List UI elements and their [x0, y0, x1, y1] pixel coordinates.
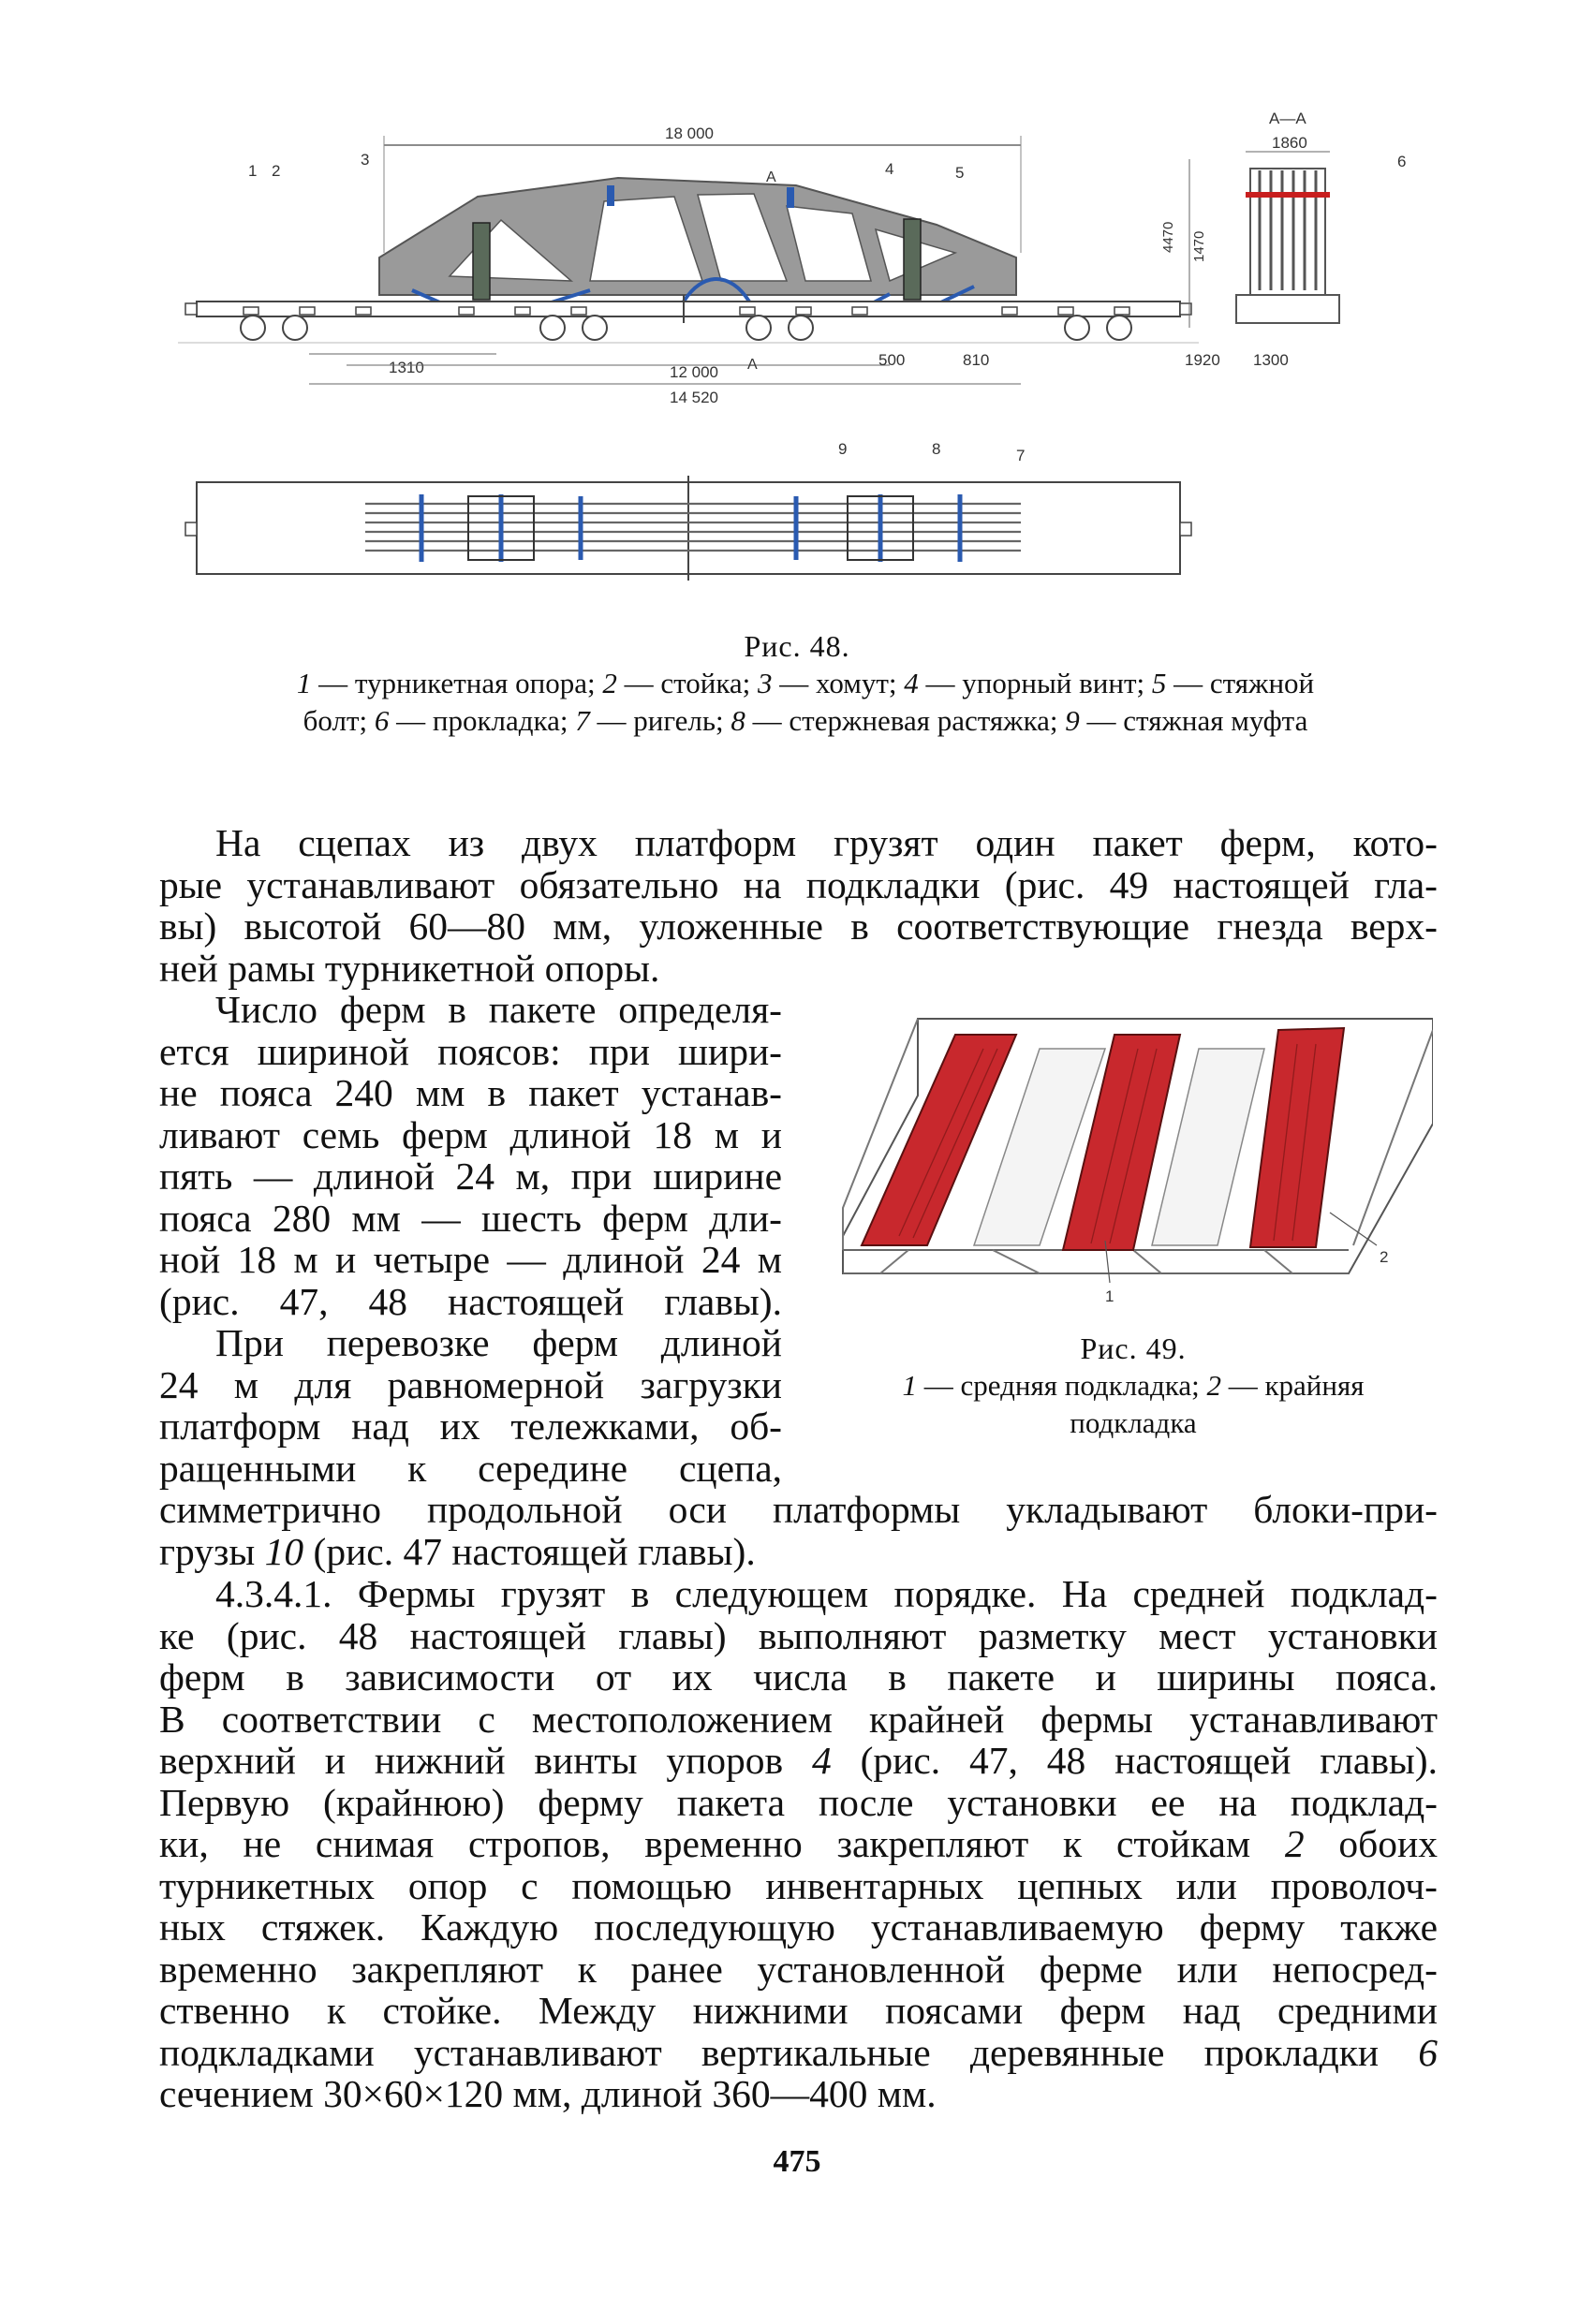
- figure-49-caption-title: Рис. 49.: [1080, 1331, 1187, 1365]
- caption-num: 1: [902, 1369, 917, 1402]
- caption-text: — крайняя: [1220, 1369, 1365, 1402]
- dim-500: 500: [878, 351, 906, 369]
- label-7: 7: [1016, 447, 1026, 464]
- label-8: 8: [932, 440, 941, 458]
- text-line: ется шириной поясов: при шири-: [159, 1029, 782, 1073]
- text-line: симметрично продольной оси платформы укладывают блоки-при-: [159, 1488, 1438, 1531]
- dim-12000: 12 000: [670, 363, 718, 381]
- section-aa-label: А—А: [1269, 110, 1306, 127]
- dim-14520: 14 520: [670, 389, 718, 406]
- caption-text: — прокладка;: [389, 704, 576, 737]
- paragraph-4: [159, 1573, 1438, 2115]
- text-ref: 2: [1284, 1822, 1305, 1865]
- label-5: 5: [955, 164, 965, 182]
- caption-text: — упорный винт;: [918, 667, 1152, 699]
- caption-num: 2: [1206, 1369, 1221, 1402]
- text-line: При перевозке ферм длиной: [215, 1321, 782, 1364]
- text-span: ке (рис. 48 настоящей главы) выполняют разметку мест установки: [159, 1613, 1438, 1657]
- paragraph-2: [159, 989, 782, 1489]
- text-span: верхний и нижний винты упоров: [159, 1739, 812, 1782]
- text-span: временно закрепляют к ранее установленной ферме или непосред-: [159, 1947, 1438, 1991]
- text-line: [159, 1949, 1438, 1991]
- dim-1920: 1920: [1185, 351, 1220, 369]
- caption-num: 4: [904, 667, 919, 699]
- text-line: ращенными к середине сцепа,: [159, 1446, 782, 1490]
- text-span: В соответствии с местоположением крайней фермы устанавливают: [159, 1697, 1438, 1741]
- text-span: сечением 30×60×120 мм, длиной 360—400 мм.: [159, 2072, 937, 2115]
- figure-48-caption-line-1: [187, 665, 1424, 701]
- text-line: пять — длиной 24 м, при ширине: [159, 1155, 782, 1198]
- text-line: [159, 2073, 1438, 2115]
- caption-text: — хомут;: [772, 667, 905, 699]
- text-ref: 10: [264, 1529, 304, 1573]
- caption-num: 6: [374, 704, 390, 737]
- text-span: Первую (крайнюю) ферму пакета после установки ее на подклад-: [159, 1780, 1438, 1824]
- text-line: [159, 1782, 1438, 1824]
- text-line: [159, 1615, 1438, 1657]
- caption-text: — турникетная опора;: [311, 667, 603, 699]
- caption-text: — стяжная муфта: [1079, 704, 1308, 737]
- caption-text: болт;: [303, 704, 375, 737]
- label-1: 1: [248, 162, 258, 180]
- text-line: ной 18 м и четыре — длиной 24 м: [159, 1238, 782, 1281]
- caption-num: 7: [575, 704, 590, 737]
- caption-num: 8: [731, 704, 745, 737]
- figure-49-caption-line-1: [824, 1367, 1442, 1404]
- caption-text: — стойка;: [616, 667, 759, 699]
- text-line: пояса 280 мм — шесть ферм дли-: [159, 1196, 782, 1240]
- label-6: 6: [1397, 153, 1407, 170]
- figure-48-caption-title: Рис. 48.: [744, 629, 850, 663]
- text-span: (рис. 47, 48 настоящей главы).: [831, 1739, 1438, 1782]
- text-span: ственно к стойке. Между нижними поясами ферм над средними: [159, 1989, 1438, 2032]
- text-line: [159, 1823, 1438, 1865]
- text-line: [159, 1699, 1438, 1741]
- fig49-label-1: 1: [1105, 1287, 1114, 1305]
- text-line: [159, 1990, 1438, 2032]
- text-line: вы) высотой 60—80 мм, уложенные в соответствующие гнезда верх-: [159, 905, 1438, 948]
- mark-a-bottom: А: [747, 357, 758, 373]
- text-line: 24 м для равномерной загрузки: [159, 1362, 782, 1406]
- text-line: платформ над их тележками, об-: [159, 1405, 782, 1448]
- text-line: Число ферм в пакете определя-: [215, 988, 782, 1031]
- text-line: На сцепах из двух платформ грузят один пакет ферм, кото-: [215, 821, 1438, 864]
- text-span: 4.3.4.1. Фермы грузят в следующем порядке. На средней подклад-: [215, 1572, 1438, 1615]
- text-ref: 6: [1418, 2030, 1438, 2074]
- text-line: не пояса 240 мм в пакет устанав-: [159, 1071, 782, 1114]
- caption-text: — ригель;: [589, 704, 731, 737]
- text-span: ных стяжек. Каждую последующую устанавливаемую ферму также: [159, 1905, 1438, 1949]
- text-line: [159, 1906, 1438, 1949]
- dim-1310: 1310: [389, 359, 424, 376]
- paragraph-1: [159, 822, 1438, 989]
- caption-text: — стяжной: [1166, 667, 1315, 699]
- caption-text: — стержневая растяжка;: [745, 704, 1066, 737]
- fig49-label-2: 2: [1380, 1248, 1389, 1266]
- caption-text: — средняя подкладка;: [916, 1369, 1207, 1402]
- text-span: грузы: [159, 1529, 265, 1573]
- text-line: (рис. 47, 48 настоящей главы).: [159, 1279, 782, 1323]
- dim-1470: 1470: [1191, 230, 1207, 262]
- dim-810: 810: [963, 351, 990, 369]
- caption-num: 2: [602, 667, 617, 699]
- label-3: 3: [361, 151, 370, 169]
- label-2: 2: [272, 162, 281, 180]
- page-number: 475: [773, 2144, 821, 2179]
- text-line: [159, 2032, 1438, 2074]
- text-line: [159, 1865, 1438, 1907]
- text-span: обоих: [1304, 1822, 1438, 1865]
- mark-a-top: А: [766, 169, 776, 185]
- label-9: 9: [838, 440, 848, 458]
- dim-1860: 1860: [1272, 134, 1307, 152]
- text-line: [159, 1573, 1438, 1615]
- text-span: ферм в зависимости от их числа в пакете и ширины пояса.: [159, 1655, 1438, 1699]
- text-line: ней рамы турникетной опоры.: [159, 946, 660, 990]
- figure-49-caption-line-2: подкладка: [1070, 1406, 1197, 1439]
- text-line: [159, 1531, 1438, 1573]
- caption-num: 5: [1151, 667, 1167, 699]
- text-line: [159, 1740, 1438, 1782]
- text-span: ки, не снимая стропов, временно закрепляют к стойкам: [159, 1822, 1285, 1865]
- paragraph-3-continued: [159, 1489, 1438, 1572]
- text-span: (рис. 47 настоящей главы).: [303, 1529, 756, 1573]
- text-line: рые устанавливают обязательно на подкладки (рис. 49 настоящей гла-: [159, 862, 1438, 906]
- figure-48-drawing: [178, 103, 1424, 609]
- dim-4470: 4470: [1160, 221, 1176, 253]
- text-span: подкладками устанавливают вертикальные деревянные прокладки: [159, 2030, 1419, 2074]
- text-line: ливают семь ферм длиной 18 м и: [159, 1112, 782, 1156]
- caption-num: 1: [296, 667, 312, 699]
- figure-48-caption-line-2: [187, 702, 1424, 739]
- label-4: 4: [885, 160, 894, 178]
- dim-18000: 18 000: [665, 125, 714, 142]
- text-span: турникетных опор с помощью инвентарных цепных или проволоч-: [159, 1863, 1438, 1907]
- text-ref: 4: [811, 1739, 832, 1782]
- dim-1300: 1300: [1253, 351, 1289, 369]
- text-line: [159, 1656, 1438, 1699]
- caption-num: 3: [758, 667, 773, 699]
- figure-49-drawing: [824, 993, 1433, 1311]
- caption-num: 9: [1065, 704, 1080, 737]
